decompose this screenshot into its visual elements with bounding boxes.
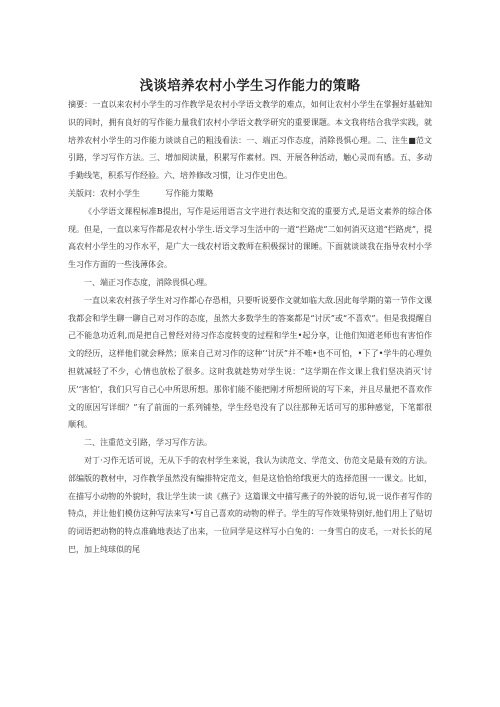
keywords-line: 关版问：农村小学生 写作能力策略 <box>68 188 214 198</box>
section-1-paragraph: 一直以来农村孩子学生对习作都心存恐相，只要听说要作文就如临大敌.因此每学期的第一节作文课我都会和学生聊一聊自己对习作的态度，虽然大多数学生的答案都是“讨厌”或“不喜欢”。但是我提醒自己不能急功近利,而是把自己曾经对待习作态度转变的过程和学生•起分享，让他们知道老师也有害怕作文的经历，这样他们就会释然；原来自己对习作的这种’‘讨厌”并不唯•也不可怕，•下了•学牛的心理负担就减轻了不少，心情也放松了很多。这时我就趁势对学生说：“这学期在作文课上我们坚决消灭‘讨厌’‘害怕’，我们只写自己心中所思所想。那你们能不能把刚才所想所说的写下来，并且尽量把不喜欢作文的原因写详细？”有了前面的一系列铺垫，学生经皂没有了以往那种无话可写的那种感觉，下笔都很顺利。 <box>68 295 432 430</box>
section-heading-2: 二、注重范文引路，学习写作方法。 <box>84 438 212 448</box>
paper-title: 浅谈培养农村小学生习作能力的策略 <box>139 78 361 94</box>
section-heading-1: 一、端正习作态度，消除畏惧心理。 <box>84 277 212 287</box>
abstract-paragraph: 摘要：一直以来农村小学生的习作教学是农村小学语文教学的难点，如何让农村小学生在掌握好基础知识的同时，拥有良好的写作能力量我们农村小学语文教学研究的重要课题。本文我将结合我学实践，就培养农村小学生的习作能力谈谈自己的粗浅看法：一、端正习作态度，消除畏惧心理。二、注生■范文引路，学习写作方法。三、增加阅读量，积累写作素材。四、开展各种活动，触心灵而有感。五、多动手勤线笔，积系写作经验。六、培养修改习惯，让习作史出色。 <box>68 100 432 181</box>
intro-paragraph: 《小学语文课程标准B提出，写作是运用语言文字进行表达和交流的重要方式,是语文素养的综合体现。但是，一直以来写作都是农村小学生.语文学习生活中的一道“拦路虎”二如何消灭这道“拦路虎”，提高农村小学生的习作水平，是广大一线农村语文教师在积极探讨的课睡。下面就谈谈我在指导农村小学生习作方面的一些浅薄体会。 <box>68 206 432 270</box>
paper-body <box>68 96 432 559</box>
section-2-paragraph: 对丁·习作无话可说，无从下手的农村学生来说，我认为读范文、学范文、仿范文是最有效的方法。部编版的教材中，习作教学虽然没有编排特定范文，但是这恰恰给f我更大的选择范围一一课文。比如，在描写小动物的外貌时，我让学生读一读《燕子》这篇课文中描写燕子的外貌的语句,说一说作者写作的特点，并让他们模仿这种写法来写•写自己喜欢的动物的样子。学生的写作效果特别好,他们用上了贴切的词语把动物的特点准确地表达了出来，一位同学是这样写小白兔的：一身雪白的皮毛，一对长长的尾巴，加上纯球似的尾 <box>68 455 432 554</box>
